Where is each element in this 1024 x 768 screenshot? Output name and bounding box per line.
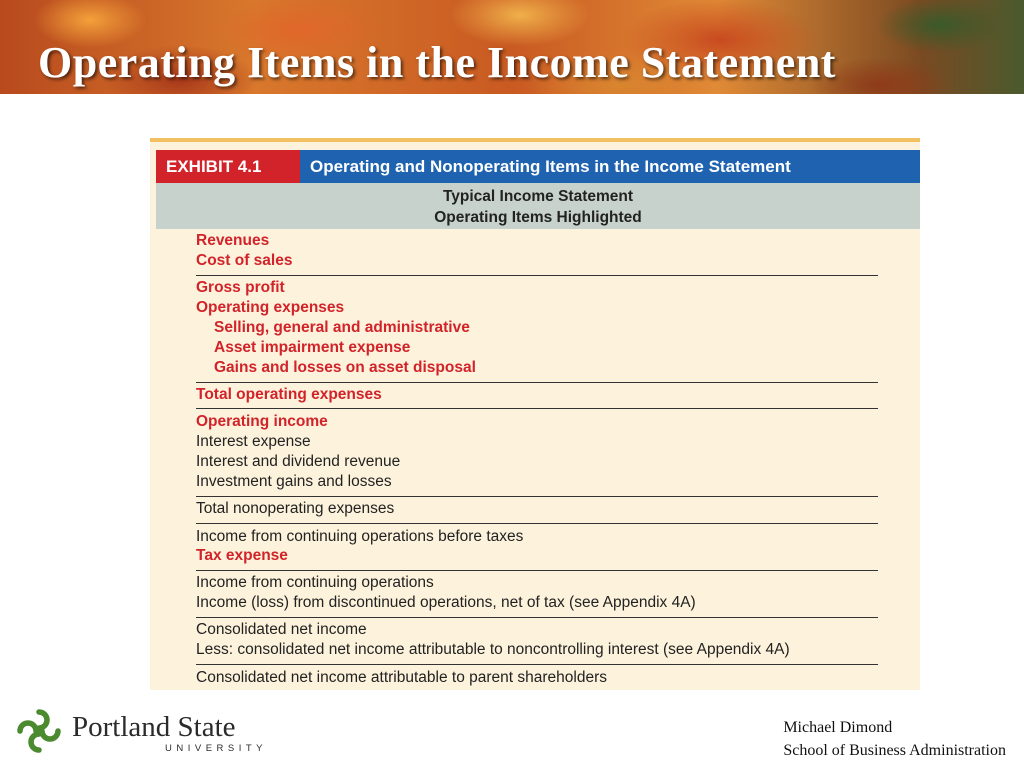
author-block	[783, 716, 1006, 762]
statement-line: Selling, general and administrative	[214, 319, 470, 336]
exhibit-header	[156, 150, 920, 183]
statement-line: Income from continuing operations before taxes	[196, 528, 524, 545]
divider	[196, 275, 878, 276]
statement-line: Income (loss) from discontinued operations, net of tax (see Appendix 4A)	[196, 594, 696, 611]
exhibit-subtitle-line1: Typical Income Statement	[442, 188, 634, 205]
university-subtitle: UNIVERSITY	[165, 743, 268, 754]
school-name: School of Business Administration	[783, 742, 1006, 759]
statement-line: Less: consolidated net income attributable to noncontrolling interest (see Appendix 4A)	[196, 641, 790, 658]
exhibit-title: Operating and Nonoperating Items in the Income Statement	[300, 150, 920, 183]
statement-line: Asset impairment expense	[214, 339, 411, 356]
statement-line: Income from continuing operations	[196, 574, 434, 591]
divider	[196, 570, 878, 571]
statement-line: Gains and losses on asset disposal	[214, 359, 476, 376]
exhibit-tag: EXHIBIT 4.1	[156, 150, 300, 183]
university-name: Portland State	[72, 711, 236, 743]
divider	[196, 617, 878, 618]
statement-line: Operating expenses	[196, 299, 345, 316]
divider	[196, 382, 878, 383]
statement-line: Consolidated net income attributable to parent shareholders	[196, 669, 608, 686]
divider	[196, 664, 878, 665]
exhibit-subtitle-line2: Operating Items Highlighted	[434, 209, 642, 226]
statement-line: Cost of sales	[196, 252, 293, 269]
statement-line: Gross profit	[196, 279, 285, 296]
statement-line: Tax expense	[196, 547, 288, 564]
statement-line: Consolidated net income	[196, 621, 367, 638]
divider	[196, 408, 878, 409]
author-name: Michael Dimond	[783, 719, 893, 736]
statement-line: Total operating expenses	[196, 386, 382, 403]
statement-line: Investment gains and losses	[196, 473, 392, 490]
divider	[196, 496, 878, 497]
header-banner	[0, 0, 1024, 94]
statement-line: Revenues	[196, 232, 270, 249]
statement-line: Operating income	[196, 413, 328, 430]
statement-line: Interest expense	[196, 433, 311, 450]
statement-line: Interest and dividend revenue	[196, 453, 401, 470]
psu-logo-icon	[16, 708, 62, 754]
exhibit-panel	[150, 138, 920, 690]
statement-line: Total nonoperating expenses	[196, 500, 395, 517]
exhibit-subtitle	[156, 183, 920, 229]
slide-title: Operating Items in the Income Statement	[38, 38, 836, 87]
divider	[196, 523, 878, 524]
